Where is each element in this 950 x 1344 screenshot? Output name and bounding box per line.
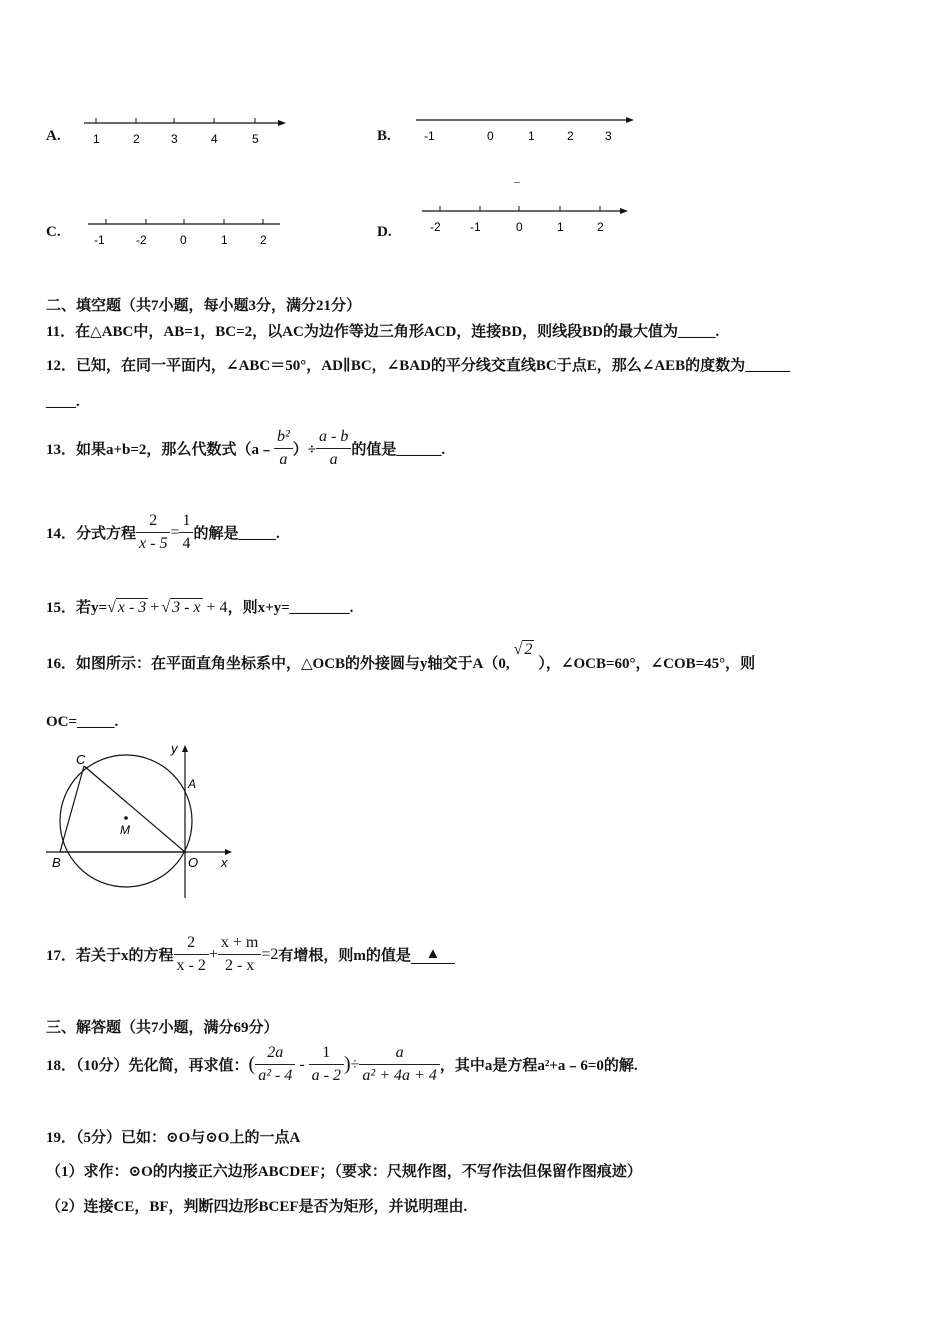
tick-label: 0 — [180, 233, 187, 247]
tick-label: -1 — [470, 220, 481, 234]
triangle-ocb — [60, 766, 185, 852]
q13-prefix: 13．如果a+b=2，那么代数式（a﹣ — [46, 442, 274, 458]
question-19-part-1: （1）求作：⊙O的内接正六边形ABCDEF；（要求：尺规作图，不写作法但保留作图痕迹） — [46, 1164, 642, 1180]
question-15 — [46, 596, 353, 617]
q16-radicand: 2 — [524, 641, 533, 658]
q16-prefix: 16．如图所示：在平面直角坐标系中，△OCB的外接圆与y轴交于A（0, — [46, 656, 510, 672]
q18-divide: ÷ — [350, 1055, 360, 1073]
q13-fraction-1 — [274, 426, 293, 471]
q14-f1-denominator: x - 5 — [139, 535, 168, 552]
label-b: B — [52, 855, 61, 870]
q15-radicand-1: x - 3 — [117, 599, 147, 616]
question-18 — [46, 1042, 638, 1087]
label-m: M — [120, 823, 130, 837]
q14-fraction-2 — [179, 510, 193, 555]
q18-f1-numerator: 2a — [255, 1042, 295, 1065]
tick-label: -2 — [430, 220, 441, 234]
tick-label: 2 — [567, 129, 574, 143]
question-16-continued: OC=_____. — [46, 714, 119, 730]
q15-plus: + — [150, 599, 160, 616]
tick-label: 1 — [93, 132, 100, 146]
q18-f3-numerator: a — [359, 1042, 439, 1065]
q17-prefix: 17．若关于x的方程 — [46, 948, 174, 964]
tick-label: -1 — [424, 129, 435, 143]
q15-prefix: 15．若y= — [46, 600, 108, 616]
q14-f2-denominator: 4 — [182, 535, 191, 552]
tick-label: 1 — [528, 129, 535, 143]
q18-fraction-2 — [309, 1042, 344, 1087]
tick-label: 0 — [487, 129, 494, 143]
q18-prefix: 18．（10分）先化简，再求值： — [46, 1058, 249, 1074]
q14-fraction-1 — [136, 510, 170, 555]
q18-left-paren: ( — [248, 1053, 256, 1075]
section-2-title: 二、填空题（共7小题，每小题3分，满分21分） — [46, 298, 362, 314]
q16-root: √ 2 — [513, 641, 533, 658]
q17-f2-denominator: 2 - x — [224, 957, 255, 974]
q18-suffix: ，其中a是方程a²+a﹣6=0的解. — [439, 1058, 638, 1074]
question-17 — [46, 932, 455, 977]
q13-f1-denominator: a — [279, 451, 288, 468]
tick-label: 4 — [211, 132, 218, 146]
tick-label: -1 — [94, 233, 105, 247]
section-3-title: 三、解答题（共7小题，满分69分） — [46, 1020, 279, 1036]
q18-fraction-1 — [255, 1042, 295, 1087]
q14-prefix: 14．分式方程 — [46, 526, 137, 542]
question-19-part-2: （2）连接CE，BF，判断四边形BCEF是否为矩形，并说明理由. — [46, 1199, 468, 1215]
label-a: A — [188, 777, 197, 791]
question-19: 19．（5分）已如：⊙O与⊙O上的一点A — [46, 1130, 301, 1146]
tick-label: 2 — [260, 233, 267, 247]
question-12-continued: ____. — [46, 394, 80, 410]
question-12: 12．已知，在同一平面内，∠ABC＝50°，AD∥BC，∠BAD的平分线交直线BC于点E，那么∠AEB的度数为______ — [46, 358, 791, 374]
tick-label: 1 — [557, 220, 564, 234]
tick-label: 1 — [221, 233, 228, 247]
label-o: O — [188, 855, 199, 870]
q15-tail: + 4 — [206, 599, 228, 616]
question-13 — [46, 426, 445, 471]
center-m — [124, 816, 128, 820]
question-14 — [46, 510, 280, 555]
q14-suffix: 的解是_____. — [193, 526, 280, 542]
q14-equals: = — [170, 523, 180, 541]
q14-f2-numerator: 1 — [179, 510, 193, 533]
option-d-number-line — [418, 201, 638, 241]
option-b-number-line — [412, 110, 642, 150]
q13-f1-numerator: b² — [274, 426, 293, 449]
tick-label: 0 — [516, 220, 523, 234]
option-a-number-line — [80, 112, 295, 152]
q14-f1-numerator: 2 — [136, 510, 170, 533]
q15-radical-1: √ x - 3 — [107, 599, 147, 616]
q15-suffix: ，则x+y=________. — [227, 600, 354, 616]
tick-label: 2 — [133, 132, 140, 146]
label-c: C — [76, 752, 86, 767]
tick-label: 2 — [597, 220, 604, 234]
question-11: 11．在△ABC中，AB=1，BC=2，以AC为边作等边三角形ACD，连接BD，则线段BD的最大值为_____. — [46, 324, 720, 340]
tick-label: 5 — [252, 132, 259, 146]
circle-figure — [40, 738, 240, 903]
q15-radicand-2: 3 - x — [172, 599, 201, 616]
q13-f2-numerator: a - b — [316, 426, 351, 449]
q13-f2-denominator: a — [329, 451, 338, 468]
tick-label: -2 — [136, 233, 147, 247]
q18-minus: - — [299, 1055, 305, 1073]
q17-suffix: 有增根，则m的值是 — [278, 948, 411, 964]
q13-fraction-2 — [316, 426, 351, 471]
option-c-number-line — [84, 213, 294, 253]
label-y: y — [171, 741, 178, 756]
q18-f2-denominator: a - 2 — [311, 1067, 341, 1084]
question-16 — [46, 641, 756, 673]
q17-f1-numerator: 2 — [174, 932, 209, 955]
circumcircle — [60, 755, 192, 887]
q17-f2-numerator: x + m — [218, 932, 261, 955]
q18-f1-denominator: a² - 4 — [258, 1067, 293, 1084]
option-d-label: D. — [377, 224, 392, 240]
stray-mark: _ — [514, 170, 520, 184]
label-x: x — [221, 855, 228, 870]
q17-plus: + — [208, 945, 218, 963]
q17-mark: ▲ — [425, 945, 441, 962]
q18-f3-denominator: a² + 4a + 4 — [362, 1067, 437, 1084]
q13-suffix: 的值是______. — [351, 442, 446, 458]
tick-label: 3 — [171, 132, 178, 146]
option-a-label: A. — [46, 128, 61, 144]
q16-suffix: ），∠OCB=60°，∠COB=45°，则 — [538, 656, 756, 672]
tick-label: 3 — [605, 129, 612, 143]
q17-answer-blank — [411, 946, 455, 964]
option-c-label: C. — [46, 224, 61, 240]
q18-fraction-3 — [359, 1042, 439, 1087]
q18-right-paren: ) — [343, 1053, 351, 1075]
q18-f2-numerator: 1 — [309, 1042, 344, 1065]
q17-fraction-1 — [174, 932, 209, 977]
q15-radical-2: √ 3 - x — [161, 599, 201, 616]
q13-middle: ）÷ — [292, 442, 316, 458]
q17-equals: =2 — [261, 945, 279, 963]
option-b-label: B. — [377, 128, 391, 144]
q17-f1-denominator: x - 2 — [176, 957, 206, 974]
q17-fraction-2 — [218, 932, 261, 977]
